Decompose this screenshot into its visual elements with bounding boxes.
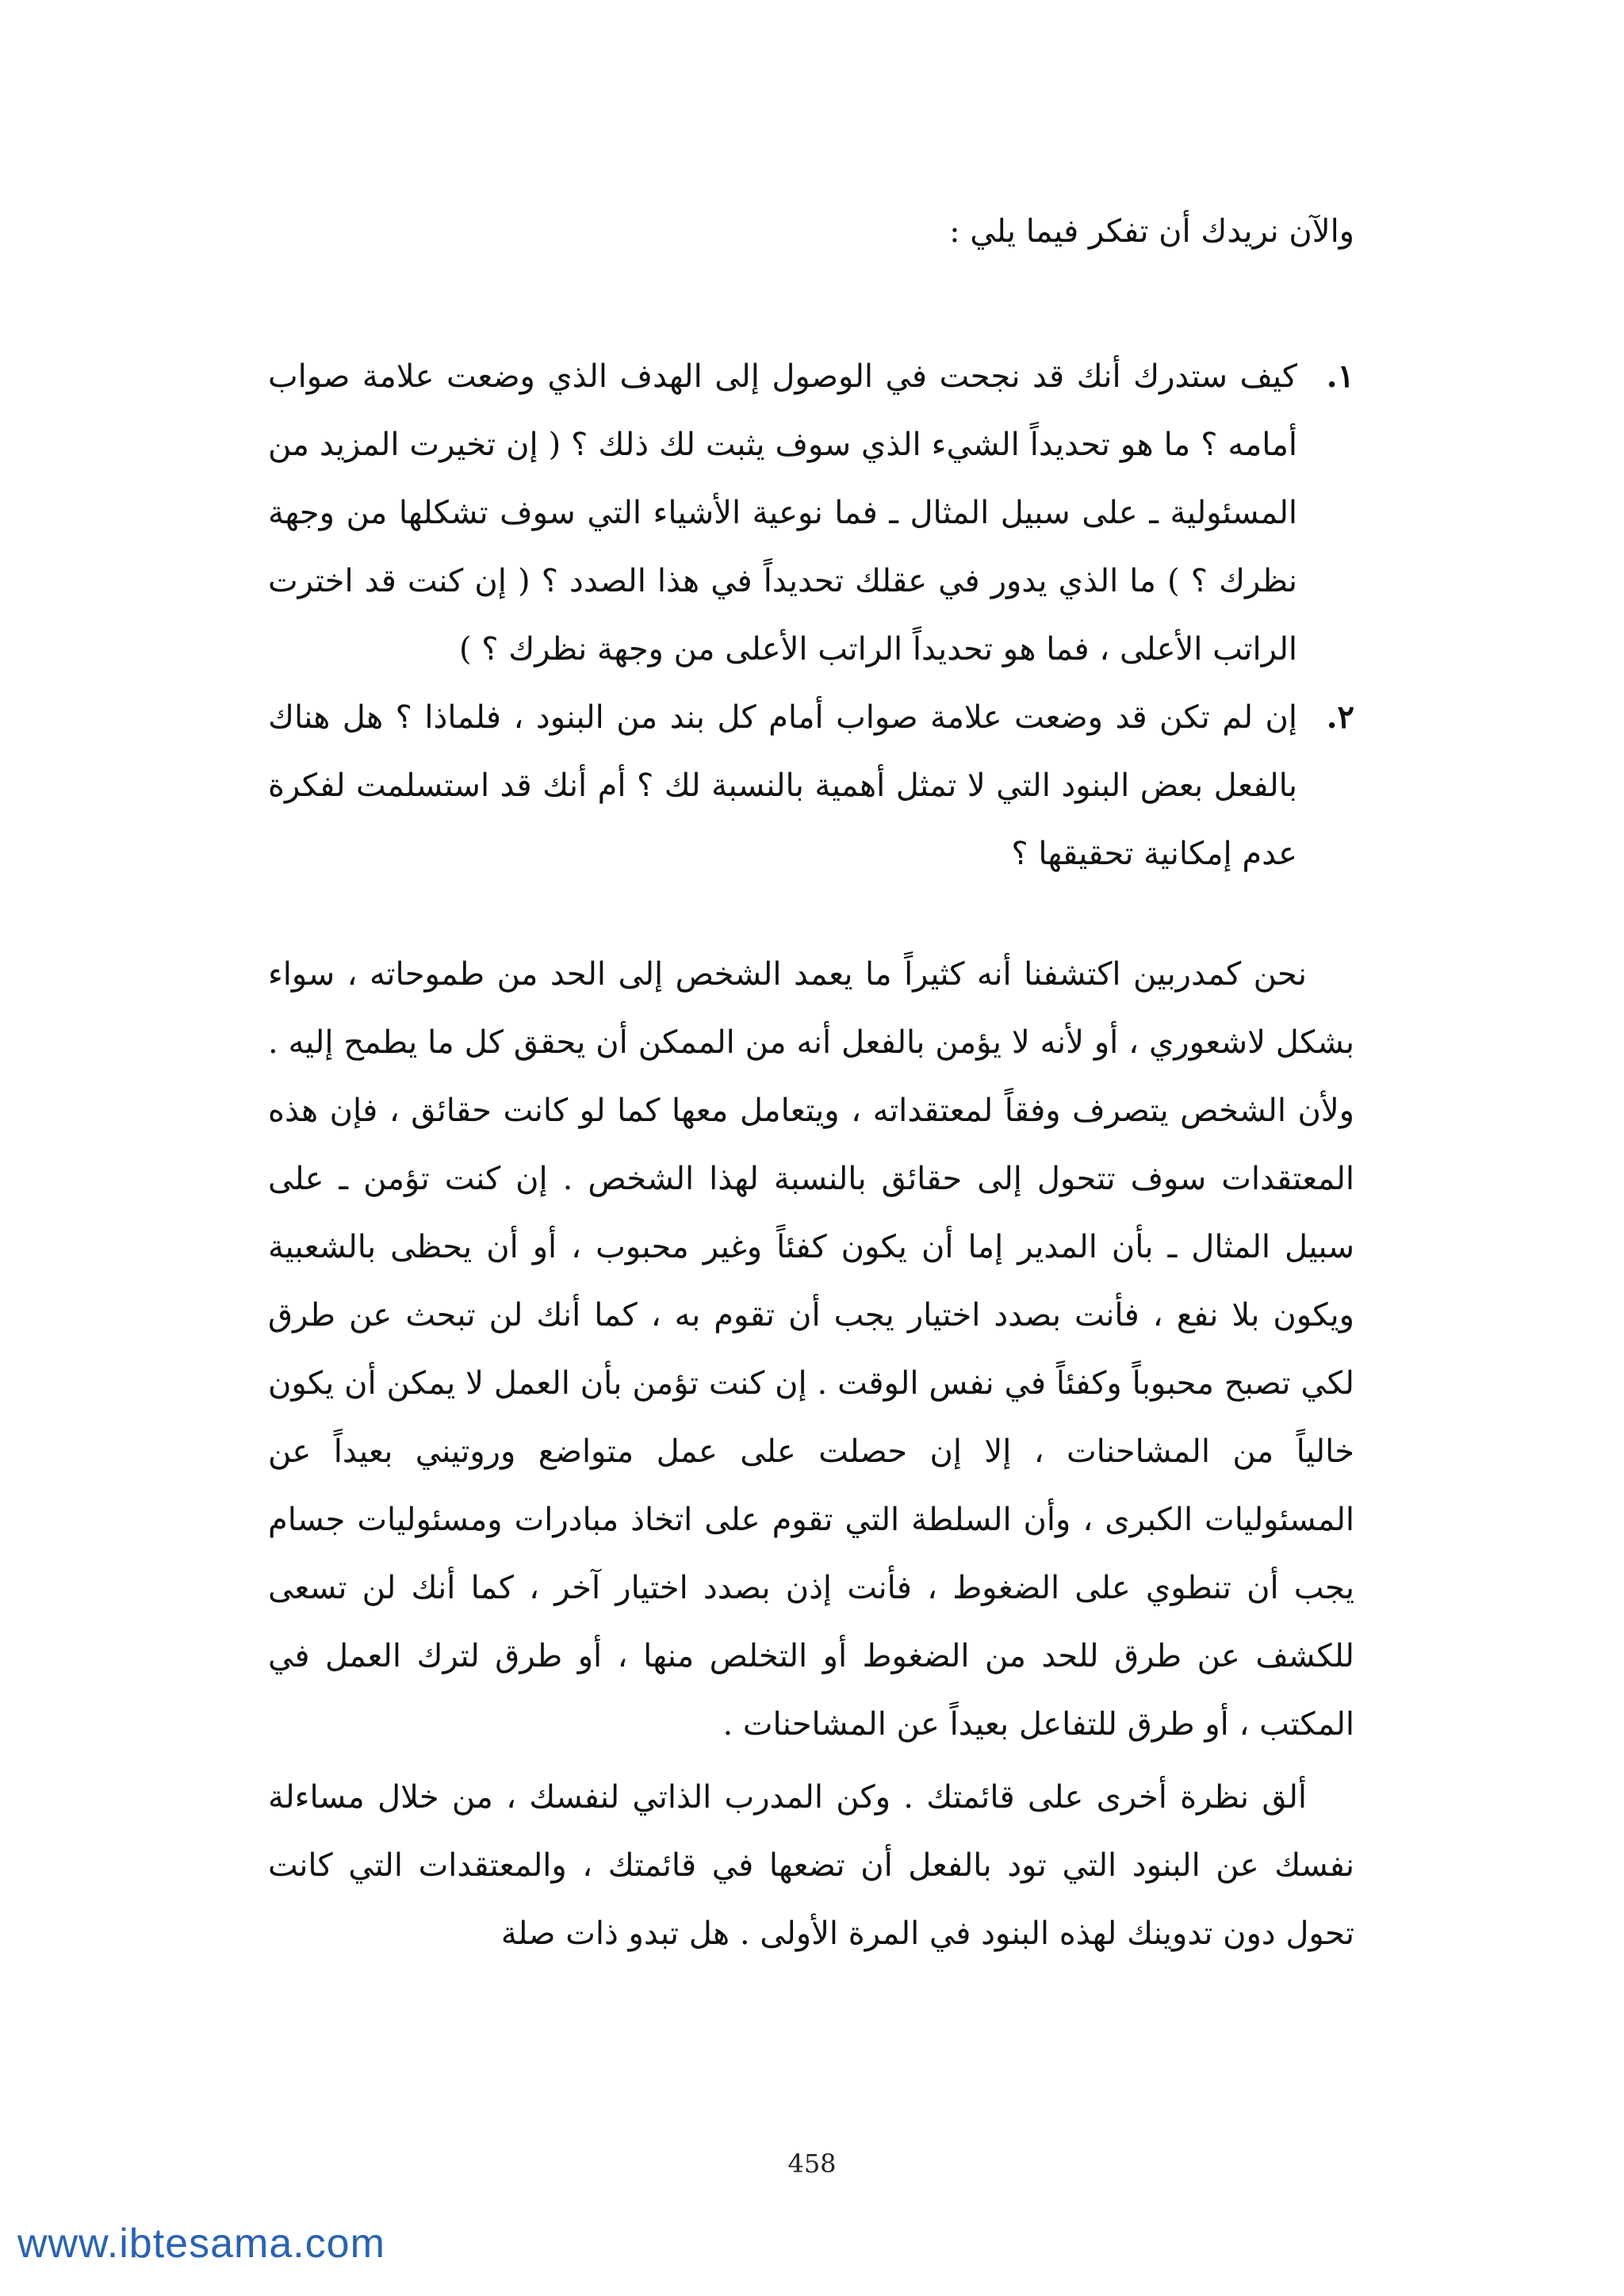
intro-line: والآن نريدك أن تفكر فيما يلي : [949,213,1354,250]
list-item-2 [268,683,1354,888]
list-item-text: إن لم تكن قد وضعت علامة صواب أمام كل بند من البنود ، فلماذا ؟ هل هناك بالفعل بعض البنود التي لا تمثل أهمية بالنسبة لك ؟ أم أنك قد استسلمت لفكرة عدم إمكانية تحقيقها ؟ [268,699,1297,872]
list-item-number: ١. [1326,358,1354,395]
list-item-text: كيف ستدرك أنك قد نجحت في الوصول إلى الهدف الذي وضعت علامة صواب أمامه ؟ ما هو تحديداً الشيء الذي سوف يثبت لك ذلك ؟ ( إن تخيرت المزيد من المسئولية ـ على سبيل المثال ـ فما نوعية الأشياء التي سوف تشكلها من وجهة نظرك ؟ ) ما الذي يدور في عقلك تحديداً في هذا الصدد ؟ ( إن كنت قد اخترت الراتب الأعلى ، فما هو تحديداً الراتب الأعلى من وجهة نظرك ؟ ) [268,358,1297,668]
page-number: 458 [787,2149,837,2179]
numbered-question-list [268,342,1354,888]
list-item-number: ٢. [1326,698,1354,736]
body-text [268,940,1354,1973]
paragraph: نحن كمدربين اكتشفنا أنه كثيراً ما يعمد الشخص إلى الحد من طموحاته ، سواء بشكل لاشعوري ، أو لأنه لا يؤمن بالفعل أنه من الممكن أن يحقق كل ما يطمح إليه . ولأن الشخص يتصرف وفقاً لمعتقداته ، ويتعامل معها كما لو كانت حقائق ، فإن هذه المعتقدات سوف تتحول إلى حقائق بالنسبة لهذا الشخص . إن كنت تؤمن ـ على سبيل المثال ـ بأن المدير إما أن يكون كفئاً وغير محبوب ، أو أن يحظى بالشعبية ويكون بلا نفع ، فأنت بصدد اختيار يجب أن تقوم به ، كما أنك لن تبحث عن طرق لكي تصبح محبوباً وكفئاً في نفس الوقت . إن كنت تؤمن بأن العمل لا يمكن أن يكون خالياً من المشاحنات ، إلا إن حصلت على عمل متواضع وروتيني بعيداً عن المسئوليات الكبرى ، وأن السلطة التي تقوم على اتخاذ مبادرات ومسئوليات جسام يجب أن تنطوي على الضغوط ، فأنت إذن بصدد اختيار آخر ، كما أنك لن تسعى للكشف عن طرق للحد من الضغوط أو التخلص منها ، أو طرق لترك العمل في المكتب ، أو طرق للتفاعل بعيداً عن المشاحنات . [268,956,1355,1743]
list-item-1 [268,342,1354,683]
paragraph: ألق نظرة أخرى على قائمتك . وكن المدرب الذاتي لنفسك ، من خلال مساءلة نفسك عن البنود التي تود بالفعل أن تضعها في قائمتك ، والمعتقدات التي كانت تحول دون تدوينك لهذه البنود في المرة الأولى . هل تبدو ذات صلة [268,1779,1354,1952]
watermark-url: www.ibtesama.com [17,2221,385,2267]
